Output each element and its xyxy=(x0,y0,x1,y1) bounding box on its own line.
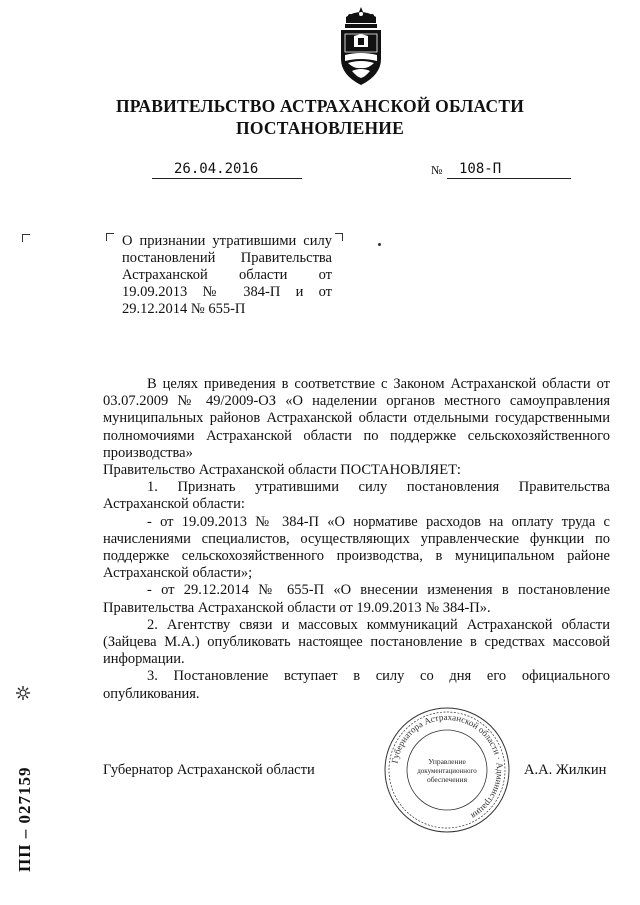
signatory-position: Губернатор Астраханской области xyxy=(103,762,315,778)
official-stamp xyxy=(383,706,511,834)
item-1-paragraph: 1. Признать утратившими силу постановления Правительства Астраханской области: xyxy=(103,479,610,513)
stamp-outer-text: Губернатора Астраханской области · Администрация xyxy=(389,711,506,822)
number-sign: № xyxy=(431,163,443,177)
item-1b-paragraph: - от 29.12.2014 № 655-П «О внесении изменения в постановление Правительства Астраханской области от 19.09.2013 № 384-П». xyxy=(103,582,610,616)
corner-mark-subject-left xyxy=(106,233,114,241)
gear-ornament-icon xyxy=(15,685,31,701)
document-date: 26.04.2016 xyxy=(174,161,259,177)
stamp-inner-line-2: документационного xyxy=(417,767,477,775)
signatory-name: А.А. Жилкин xyxy=(524,762,607,778)
corner-mark-subject-right xyxy=(335,233,343,241)
item-3-paragraph: 3. Постановление вступает в силу со дня его официального опубликования. xyxy=(103,668,610,702)
document-subject: О признании утратившими силу постановлений Правительства Астраханской области от 19.09.2013 № 384-П и от 29.12.2014 № 655-П xyxy=(122,233,332,317)
document-type-title: ПОСТАНОВЛЕНИЕ xyxy=(236,118,404,138)
stamp-inner-line-1: Управление xyxy=(428,757,466,766)
number-field xyxy=(447,162,571,179)
corner-mark-left xyxy=(22,234,30,242)
side-serial-mark xyxy=(11,716,39,876)
item-2-paragraph: 2. Агентству связи и массовых коммуникаций Астраханской области (Зайцева М.А.) опубликовать настоящее постановление в средствах массовой информации. xyxy=(103,616,610,668)
scan-speck xyxy=(378,243,381,246)
resolves-line: Правительство Астраханской области ПОСТАНОВЛЯЕТ: xyxy=(103,462,461,479)
document-body xyxy=(103,376,610,703)
date-field xyxy=(152,162,302,179)
form-serial-number: ПП – 027159 xyxy=(15,766,34,872)
preamble-paragraph: В целях приведения в соответствие с Законом Астраханской области от 03.07.2009 № 49/2009-ОЗ «О наделении органов местного самоуправления муниципальных районов Астраханской области отдельными государственными полномочиями Астраханской области по поддержке сельскохозяйственного производства» xyxy=(103,376,610,461)
item-1a-paragraph: - от 19.09.2013 № 384-П «О нормативе расходов на оплату труда с начислениями специалистов, осуществляющих управленческие функции по поддержке сельскохозяйственного производства, в муниципальном районе Астраханской области»; xyxy=(103,513,610,582)
coat-of-arms-emblem xyxy=(332,5,390,89)
document-number: 108-П xyxy=(459,161,502,177)
government-title: ПРАВИТЕЛЬСТВО АСТРАХАНСКОЙ ОБЛАСТИ xyxy=(115,96,525,116)
stamp-inner-line-3: обеспечения xyxy=(426,775,468,784)
